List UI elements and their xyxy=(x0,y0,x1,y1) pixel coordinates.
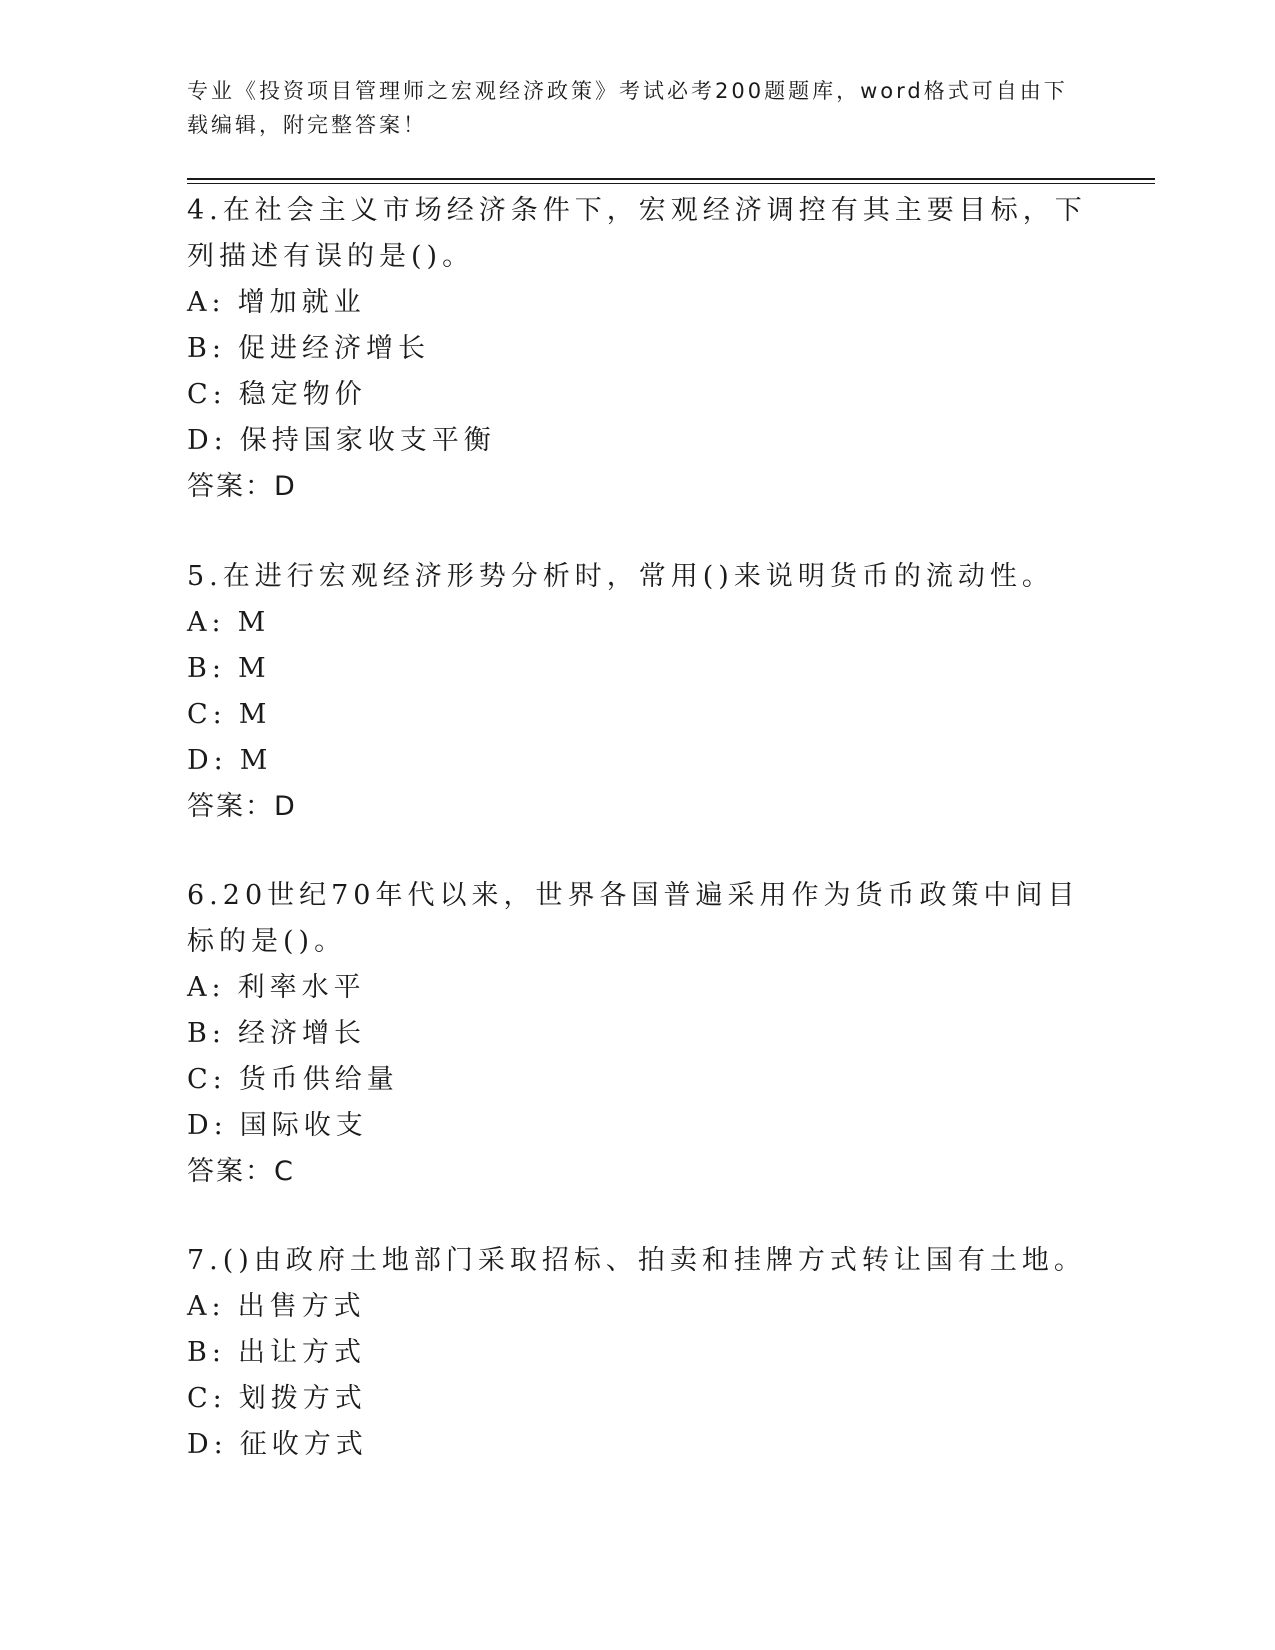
option-letter: C: xyxy=(187,379,227,410)
option-a xyxy=(187,965,1087,1011)
option-a xyxy=(187,600,1087,646)
option-text: 利率水平 xyxy=(237,972,366,1003)
option-text: 促进经济增长 xyxy=(237,333,430,364)
option-d xyxy=(187,1103,1087,1149)
option-text: 经济增长 xyxy=(237,1018,366,1049)
option-text: 划拨方式 xyxy=(238,1383,367,1414)
answer-line: 答案：D xyxy=(187,791,297,822)
option-letter: B: xyxy=(187,1337,226,1368)
option-a xyxy=(187,280,1087,326)
option-c xyxy=(187,372,1087,418)
option-text: 稳定物价 xyxy=(238,379,367,410)
option-text: 国际收支 xyxy=(239,1110,368,1141)
option-text: M xyxy=(237,653,271,684)
option-letter: A: xyxy=(187,1291,226,1322)
question-stem: 6.20世纪70年代以来，世界各国普遍采用作为货币政策中间目标的是()。 xyxy=(187,880,1080,957)
option-text: 出让方式 xyxy=(237,1337,366,1368)
option-a xyxy=(187,1284,1087,1330)
question-block xyxy=(187,188,1087,510)
option-letter: A: xyxy=(187,607,226,638)
option-letter: B: xyxy=(187,1018,226,1049)
option-text: M xyxy=(238,699,272,730)
question-stem: 5.在进行宏观经济形势分析时，常用()来说明货币的流动性。 xyxy=(187,561,1054,592)
question-stem: 4.在社会主义市场经济条件下，宏观经济调控有其主要目标，下列描述有误的是()。 xyxy=(187,195,1087,272)
answer-line: 答案：D xyxy=(187,471,297,502)
option-letter: A: xyxy=(187,972,226,1003)
option-d xyxy=(187,1422,1087,1468)
option-letter: C: xyxy=(187,699,227,730)
option-letter: B: xyxy=(187,333,226,364)
option-b xyxy=(187,1330,1087,1376)
question-block xyxy=(187,873,1087,1195)
option-text: 征收方式 xyxy=(239,1429,368,1460)
option-letter: D: xyxy=(187,745,228,776)
option-letter: D: xyxy=(187,425,228,456)
option-text: 货币供给量 xyxy=(238,1064,399,1095)
document-header: 专业《投资项目管理师之宏观经济政策》考试必考200题题库，word格式可自由下载编辑，附完整答案！ xyxy=(187,79,1068,137)
option-letter: B: xyxy=(187,653,226,684)
option-b xyxy=(187,1011,1087,1057)
option-letter: A: xyxy=(187,287,226,318)
option-letter: D: xyxy=(187,1110,228,1141)
option-c xyxy=(187,692,1087,738)
option-c xyxy=(187,1376,1087,1422)
header-rule-thin xyxy=(187,183,1155,184)
header-rule-thick xyxy=(187,178,1155,180)
option-letter: D: xyxy=(187,1429,228,1460)
option-b xyxy=(187,326,1087,372)
option-text: 增加就业 xyxy=(237,287,366,318)
option-c xyxy=(187,1057,1087,1103)
question-block xyxy=(187,1238,1087,1468)
option-text: M xyxy=(239,745,273,776)
question-stem: 7.()由政府土地部门采取招标、拍卖和挂牌方式转让国有土地。 xyxy=(187,1245,1086,1276)
option-letter: C: xyxy=(187,1383,227,1414)
option-text: M xyxy=(237,607,271,638)
question-block xyxy=(187,554,1087,830)
option-b xyxy=(187,646,1087,692)
option-letter: C: xyxy=(187,1064,227,1095)
option-d xyxy=(187,418,1087,464)
option-text: 出售方式 xyxy=(237,1291,366,1322)
option-d xyxy=(187,738,1087,784)
option-text: 保持国家收支平衡 xyxy=(239,425,496,456)
answer-line: 答案：C xyxy=(187,1156,295,1187)
